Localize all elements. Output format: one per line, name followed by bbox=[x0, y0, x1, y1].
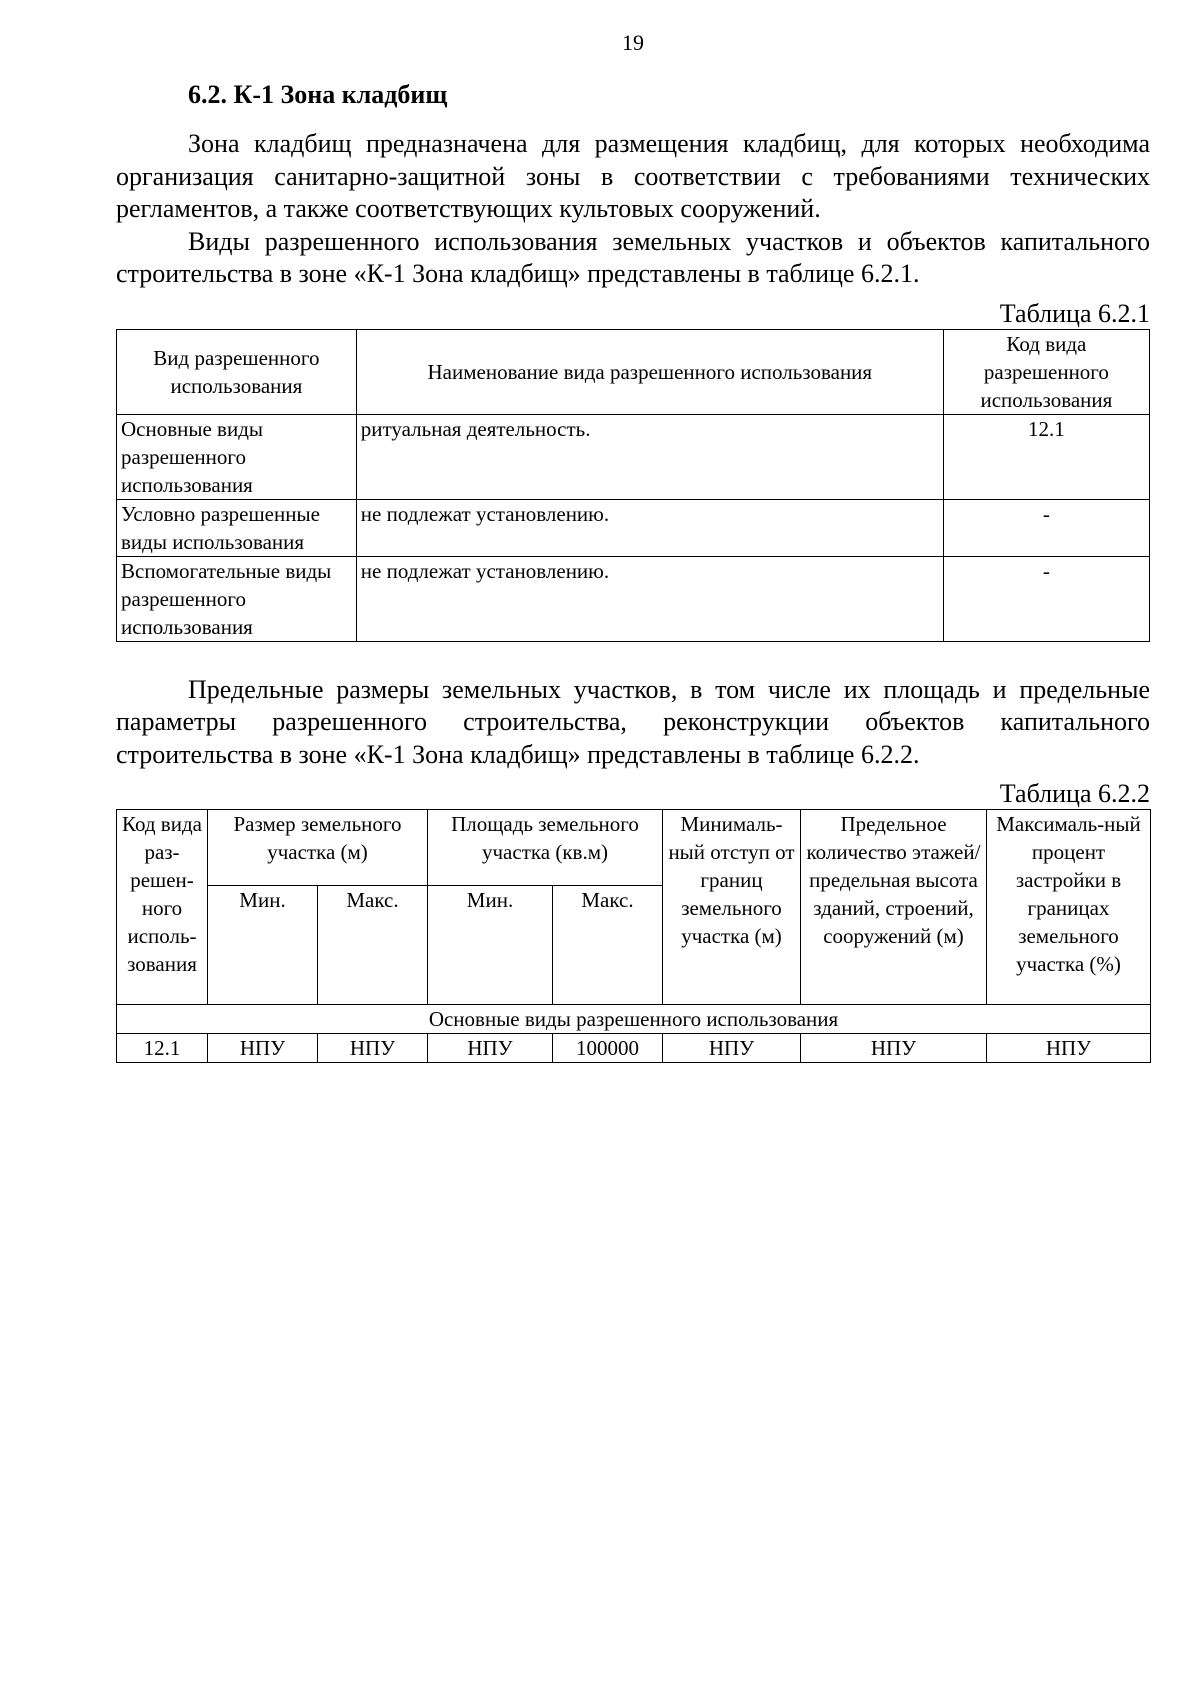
table-2-header-size-max: Макс. bbox=[318, 886, 428, 1005]
table-2-header-size: Размер земельного участка (м) bbox=[208, 810, 428, 886]
table-2-section-row: Основные виды разрешенного использования bbox=[117, 1005, 1151, 1034]
table-6-2-2 bbox=[116, 809, 1151, 1063]
table-2-header-size-min: Мин. bbox=[208, 886, 318, 1005]
paragraph-3: Предельные размеры земельных участков, в том числе их площадь и предельные параметры разрешенного строительства, реконструкции объектов капитального строительства в зоне «К-1 Зона кладбищ» представлены в таблице 6.2.2. bbox=[116, 674, 1150, 769]
table-1-header-code: Код вида разрешенного использования bbox=[943, 329, 1149, 414]
table-2-header-floors: Предельное количество этажей/ предельная высота зданий, строений, сооружений (м) bbox=[801, 810, 987, 1005]
section-heading: 6.2. К-1 Зона кладбищ bbox=[188, 80, 448, 109]
table-2-cell: НПУ bbox=[208, 1034, 318, 1063]
table-row bbox=[117, 414, 1150, 499]
table-1-cell-code: 12.1 bbox=[943, 414, 1149, 499]
table-2-cell: НПУ bbox=[318, 1034, 428, 1063]
table-1-cell-name: ритуальная деятельность. bbox=[356, 414, 943, 499]
table-2-cell: НПУ bbox=[663, 1034, 801, 1063]
table-1-cell-name: не подлежат установлению. bbox=[356, 499, 943, 556]
table-1-cell-type: Вспомогательные виды разрешенного использования bbox=[117, 556, 357, 641]
table-2-header-code: Код вида раз-решен-ного исполь-зования bbox=[117, 810, 208, 1005]
table-row bbox=[117, 1034, 1151, 1063]
table-2-cell: НПУ bbox=[428, 1034, 553, 1063]
table-row bbox=[117, 556, 1150, 641]
table-1-cell-type: Условно разрешенные виды использования bbox=[117, 499, 357, 556]
table-1-cell-type: Основные виды разрешенного использования bbox=[117, 414, 357, 499]
table-6-2-1 bbox=[116, 329, 1150, 642]
page-number: 19 bbox=[622, 30, 644, 55]
table-1-header-type: Вид разрешенного использования bbox=[117, 329, 357, 414]
table-2-header-area-max: Макс. bbox=[553, 886, 663, 1005]
table-2-cell: НПУ bbox=[801, 1034, 987, 1063]
paragraph-1: Зона кладбищ предназначена для размещения кладбищ, для которых необходима организация санитарно-защитной зоны в соответствии с требованиями технических регламентов, а также соответствующих культовых сооружений. bbox=[116, 129, 1150, 223]
table-2-header-area-min: Мин. bbox=[428, 886, 553, 1005]
table-1-cell-name: не подлежат установлению. bbox=[356, 556, 943, 641]
table-row bbox=[117, 499, 1150, 556]
table-2-cell: 100000 bbox=[553, 1034, 663, 1063]
table-2-header-area: Площадь земельного участка (кв.м) bbox=[428, 810, 663, 886]
table-1-header-name: Наименование вида разрешенного использования bbox=[356, 329, 943, 414]
table-2-cell: 12.1 bbox=[117, 1034, 208, 1063]
document-page bbox=[116, 30, 1150, 1063]
table-1-cell-code: - bbox=[943, 556, 1149, 641]
table-1-cell-code: - bbox=[943, 499, 1149, 556]
table-2-cell: НПУ bbox=[987, 1034, 1151, 1063]
table-2-header-percent: Максималь-ный процент застройки в границах земельного участка (%) bbox=[987, 810, 1151, 1005]
table-1-caption: Таблица 6.2.1 bbox=[999, 298, 1150, 328]
table-2-header-indent: Минималь-ный отступ от границ земельного участка (м) bbox=[663, 810, 801, 1005]
table-2-caption: Таблица 6.2.2 bbox=[999, 779, 1150, 808]
paragraph-2: Виды разрешенного использования земельных участков и объектов капитального строительства в зоне «К-1 Зона кладбищ» представлены в таблице 6.2.1. bbox=[116, 226, 1150, 288]
